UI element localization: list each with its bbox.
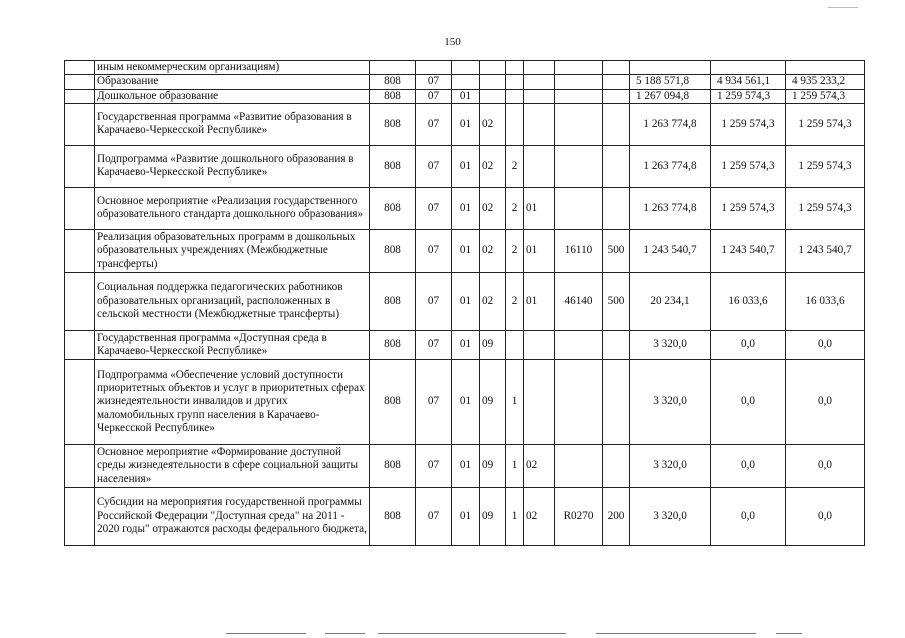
amount-year-1: 3 320,0 [630,359,711,444]
amount-year-2: 16 033,6 [711,272,786,330]
table-row [65,359,865,444]
amount-year-2: 1 259 574,3 [711,187,786,229]
amount-year-1: 3 320,0 [630,330,711,359]
code-subprogram: 2 [506,229,524,272]
amount-year-3: 0,0 [786,487,865,545]
amount-year-1: 3 320,0 [630,487,711,545]
code-ved: 808 [370,359,416,444]
code-ved [370,61,416,75]
code-ved: 808 [370,330,416,359]
code-program: 02 [480,145,506,187]
footer-rule [325,633,365,634]
code-ved: 808 [370,229,416,272]
amount-year-1: 5 188 571,8 [630,75,711,89]
row-description: Реализация образовательных программ в дошкольных образовательных учреждениях (Межбюджетные трансферты) [95,229,370,272]
code-pr: 01 [452,330,480,359]
code-direction [555,75,603,89]
table-row [65,487,865,545]
row-margin-cell [65,75,95,89]
amount-year-3: 1 259 574,3 [786,145,865,187]
scan-mark [828,7,858,8]
code-direction [555,444,603,487]
code-event: 01 [524,272,555,330]
amount-year-3: 1 259 574,3 [786,187,865,229]
amount-year-1: 3 320,0 [630,444,711,487]
row-margin-cell [65,444,95,487]
row-description: иным некоммерческим организациям) [95,61,370,75]
code-event [524,75,555,89]
code-ved: 808 [370,75,416,89]
footer-rule [226,633,306,634]
row-margin-cell [65,487,95,545]
table-row [65,272,865,330]
row-description: Субсидии на мероприятия государственной программы Российской Федерации "Доступная среда" на 2011 - 2020 годы" отражаются расходы федерального бюджета, [95,487,370,545]
code-event [524,145,555,187]
code-pr: 01 [452,444,480,487]
row-description: Подпрограмма «Обеспечение условий доступности приоритетных объектов и услуг в приоритетных сферах жизнедеятельности инвалидов и других маломобильных групп населения в Карачаево-Черкесской Республике» [95,359,370,444]
code-program: 02 [480,272,506,330]
code-subprogram: 2 [506,187,524,229]
code-pr: 01 [452,145,480,187]
amount-year-1: 1 263 774,8 [630,103,711,145]
code-pr: 01 [452,187,480,229]
code-rz: 07 [416,145,452,187]
code-subprogram [506,330,524,359]
table-row [65,187,865,229]
footer-rule [776,633,802,634]
code-program: 02 [480,229,506,272]
row-margin-cell [65,272,95,330]
code-vr [603,359,630,444]
code-program: 09 [480,444,506,487]
code-vr: 500 [603,272,630,330]
amount-year-2: 1 243 540,7 [711,229,786,272]
amount-year-2: 0,0 [711,487,786,545]
amount-year-2 [711,61,786,75]
code-rz: 07 [416,89,452,103]
code-ved: 808 [370,145,416,187]
code-ved: 808 [370,187,416,229]
code-direction: R0270 [555,487,603,545]
table-row [65,89,865,103]
amount-year-3: 0,0 [786,444,865,487]
code-vr [603,187,630,229]
code-program: 02 [480,187,506,229]
amount-year-2: 1 259 574,3 [711,89,786,103]
code-event [524,89,555,103]
row-margin-cell [65,359,95,444]
row-margin-cell [65,103,95,145]
row-margin-cell [65,330,95,359]
code-ved: 808 [370,89,416,103]
code-event: 01 [524,229,555,272]
amount-year-1: 1 263 774,8 [630,145,711,187]
amount-year-3: 0,0 [786,330,865,359]
row-margin-cell [65,61,95,75]
code-rz: 07 [416,359,452,444]
code-ved: 808 [370,103,416,145]
code-program [480,75,506,89]
amount-year-1: 1 267 094,8 [630,89,711,103]
code-program: 09 [480,487,506,545]
code-pr: 01 [452,359,480,444]
table-row [65,145,865,187]
code-vr [603,103,630,145]
code-direction: 46140 [555,272,603,330]
amount-year-3: 1 259 574,3 [786,103,865,145]
code-event: 02 [524,487,555,545]
code-pr [452,61,480,75]
code-vr [603,75,630,89]
code-rz: 07 [416,444,452,487]
code-pr [452,75,480,89]
code-subprogram [506,61,524,75]
row-description: Основное мероприятие «Формирование доступной среды жизнедеятельности в сфере социальной защиты населения» [95,444,370,487]
code-pr: 01 [452,229,480,272]
amount-year-1: 20 234,1 [630,272,711,330]
code-pr: 01 [452,89,480,103]
code-program [480,89,506,103]
code-rz: 07 [416,272,452,330]
amount-year-3: 0,0 [786,359,865,444]
budget-table [64,60,865,546]
code-direction [555,61,603,75]
table-row [65,229,865,272]
row-margin-cell [65,89,95,103]
table-row [65,444,865,487]
amount-year-3 [786,61,865,75]
code-vr: 200 [603,487,630,545]
table-row [65,75,865,89]
code-subprogram: 1 [506,444,524,487]
code-direction: 16110 [555,229,603,272]
code-rz: 07 [416,487,452,545]
code-direction [555,359,603,444]
code-event [524,103,555,145]
code-event [524,61,555,75]
code-vr: 500 [603,229,630,272]
code-program [480,61,506,75]
code-direction [555,145,603,187]
code-direction [555,187,603,229]
code-subprogram: 1 [506,359,524,444]
code-subprogram [506,75,524,89]
amount-year-1: 1 263 774,8 [630,187,711,229]
code-program: 09 [480,359,506,444]
code-vr [603,89,630,103]
code-rz: 07 [416,103,452,145]
code-subprogram: 2 [506,145,524,187]
footer-rule [596,633,756,634]
row-description: Образование [95,75,370,89]
code-ved: 808 [370,487,416,545]
code-program: 09 [480,330,506,359]
code-subprogram [506,89,524,103]
row-description: Основное мероприятие «Реализация государственного образовательного стандарта дошкольного образования» [95,187,370,229]
code-direction [555,330,603,359]
code-rz: 07 [416,330,452,359]
row-description: Подпрограмма «Развитие дошкольного образования в Карачаево-Черкесской Республике» [95,145,370,187]
amount-year-2: 1 259 574,3 [711,145,786,187]
row-description: Социальная поддержка педагогических работников образовательных организаций, расположенных в сельской местности (Межбюджетные трансферты) [95,272,370,330]
amount-year-2: 4 934 561,1 [711,75,786,89]
code-program: 02 [480,103,506,145]
amount-year-2: 1 259 574,3 [711,103,786,145]
code-rz: 07 [416,75,452,89]
amount-year-3: 4 935 233,2 [786,75,865,89]
row-margin-cell [65,229,95,272]
page-number: 150 [444,36,461,48]
amount-year-3: 1 243 540,7 [786,229,865,272]
code-subprogram: 2 [506,272,524,330]
code-event: 02 [524,444,555,487]
amount-year-3: 16 033,6 [786,272,865,330]
code-event [524,330,555,359]
code-event: 01 [524,187,555,229]
code-vr [603,145,630,187]
table-row [65,103,865,145]
amount-year-2: 0,0 [711,330,786,359]
row-margin-cell [65,145,95,187]
table-row [65,330,865,359]
code-event [524,359,555,444]
code-direction [555,89,603,103]
row-margin-cell [65,187,95,229]
code-pr: 01 [452,272,480,330]
code-pr: 01 [452,487,480,545]
amount-year-3: 1 259 574,3 [786,89,865,103]
code-subprogram [506,103,524,145]
amount-year-1: 1 243 540,7 [630,229,711,272]
code-direction [555,103,603,145]
code-rz: 07 [416,187,452,229]
code-vr [603,444,630,487]
row-description: Государственная программа «Доступная среда в Карачаево-Черкесской Республике» [95,330,370,359]
footer-rule [378,633,566,634]
amount-year-2: 0,0 [711,444,786,487]
code-pr: 01 [452,103,480,145]
table-row [65,61,865,75]
code-ved: 808 [370,444,416,487]
code-rz: 07 [416,229,452,272]
row-description: Государственная программа «Развитие образования в Карачаево-Черкесской Республике» [95,103,370,145]
row-description: Дошкольное образование [95,89,370,103]
code-subprogram: 1 [506,487,524,545]
amount-year-1 [630,61,711,75]
code-rz [416,61,452,75]
code-vr [603,61,630,75]
amount-year-2: 0,0 [711,359,786,444]
code-ved: 808 [370,272,416,330]
code-vr [603,330,630,359]
